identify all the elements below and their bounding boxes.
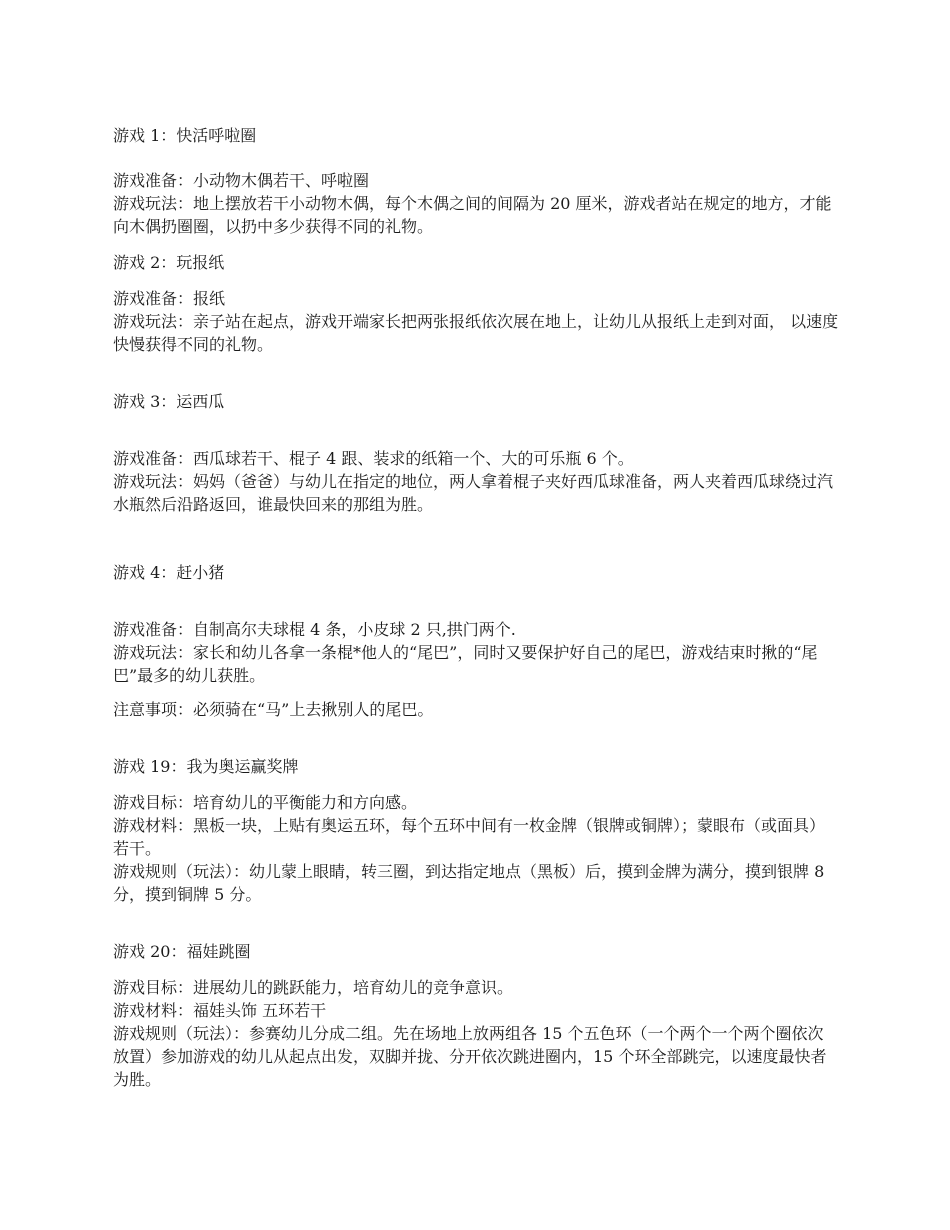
game-4-play: 游戏玩法：家长和幼儿各拿一条棍*他人的“尾巴”，同时又要保护好自己的尾巴，游戏结束时揪的“尾巴”最多的幼儿获胜。 bbox=[113, 643, 818, 685]
game-19-title: 游戏 19：我为奥运赢奖牌 bbox=[113, 757, 299, 776]
game-19-rules: 游戏规则（玩法）：幼儿蒙上眼睛，转三圈，到达指定地点（黑板）后，摸到金牌为满分，摸到银牌 8 分，摸到铜牌 5 分。 bbox=[113, 862, 825, 904]
game-4-note: 注意事项：必须骑在“马”上去揪别人的尾巴。 bbox=[113, 700, 434, 719]
game-2-prep: 游戏准备：报纸 bbox=[113, 289, 226, 308]
game-3-prep: 游戏准备：西瓜球若干、棍子 4 跟、装求的纸箱一个、大的可乐瓶 6 个。 bbox=[113, 449, 634, 468]
game-19-goal: 游戏目标：培育幼儿的平衡能力和方向感。 bbox=[113, 793, 418, 812]
game-2-title: 游戏 2：玩报纸 bbox=[113, 253, 225, 272]
game-20-rules: 游戏规则（玩法）：参赛幼儿分成二组。先在场地上放两组各 15 个五色环（一个两个一个两个圈依次放置）参加游戏的幼儿从起点出发，双脚并拢、分开依次跳进圈内，15 个环全部跳完，以速度最快者为胜。 bbox=[113, 1024, 827, 1089]
game-4-prep: 游戏准备：自制高尔夫球棍 4 条，小皮球 2 只,拱门两个. bbox=[113, 620, 516, 639]
game-19-materials: 游戏材料：黑板一块，上贴有奥运五环，每个五环中间有一枚金牌（银牌或铜牌）；蒙眼布（或面具）若干。 bbox=[113, 816, 826, 858]
game-2-play: 游戏玩法：亲子站在起点，游戏开端家长把两张报纸依次展在地上，让幼儿从报纸上走到对面， 以速度快慢获得不同的礼物。 bbox=[113, 312, 839, 354]
game-3-title: 游戏 3：运西瓜 bbox=[113, 392, 225, 411]
game-20-materials: 游戏材料：福娃头饰 五环若干 bbox=[113, 1001, 327, 1020]
game-1-title: 游戏 1：快活呼啦圈 bbox=[113, 126, 257, 145]
game-4-title: 游戏 4：赶小猪 bbox=[113, 563, 225, 582]
game-1-play: 游戏玩法：地上摆放若干小动物木偶，每个木偶之间的间隔为 20 厘米，游戏者站在规定的地方，才能向木偶扔圈圈，以扔中多少获得不同的礼物。 bbox=[113, 194, 832, 236]
game-20-title: 游戏 20：福娃跳圈 bbox=[113, 942, 251, 961]
game-1-prep: 游戏准备：小动物木偶若干、呼啦圈 bbox=[113, 171, 370, 190]
game-3-play: 游戏玩法：妈妈（爸爸）与幼儿在指定的地位，两人拿着棍子夹好西瓜球准备，两人夹着西瓜球绕过汽水瓶然后沿路返回，谁最快回来的那组为胜。 bbox=[113, 472, 834, 514]
game-20-goal: 游戏目标：进展幼儿的跳跃能力，培育幼儿的竞争意识。 bbox=[113, 978, 514, 997]
document-page bbox=[113, 124, 839, 1091]
